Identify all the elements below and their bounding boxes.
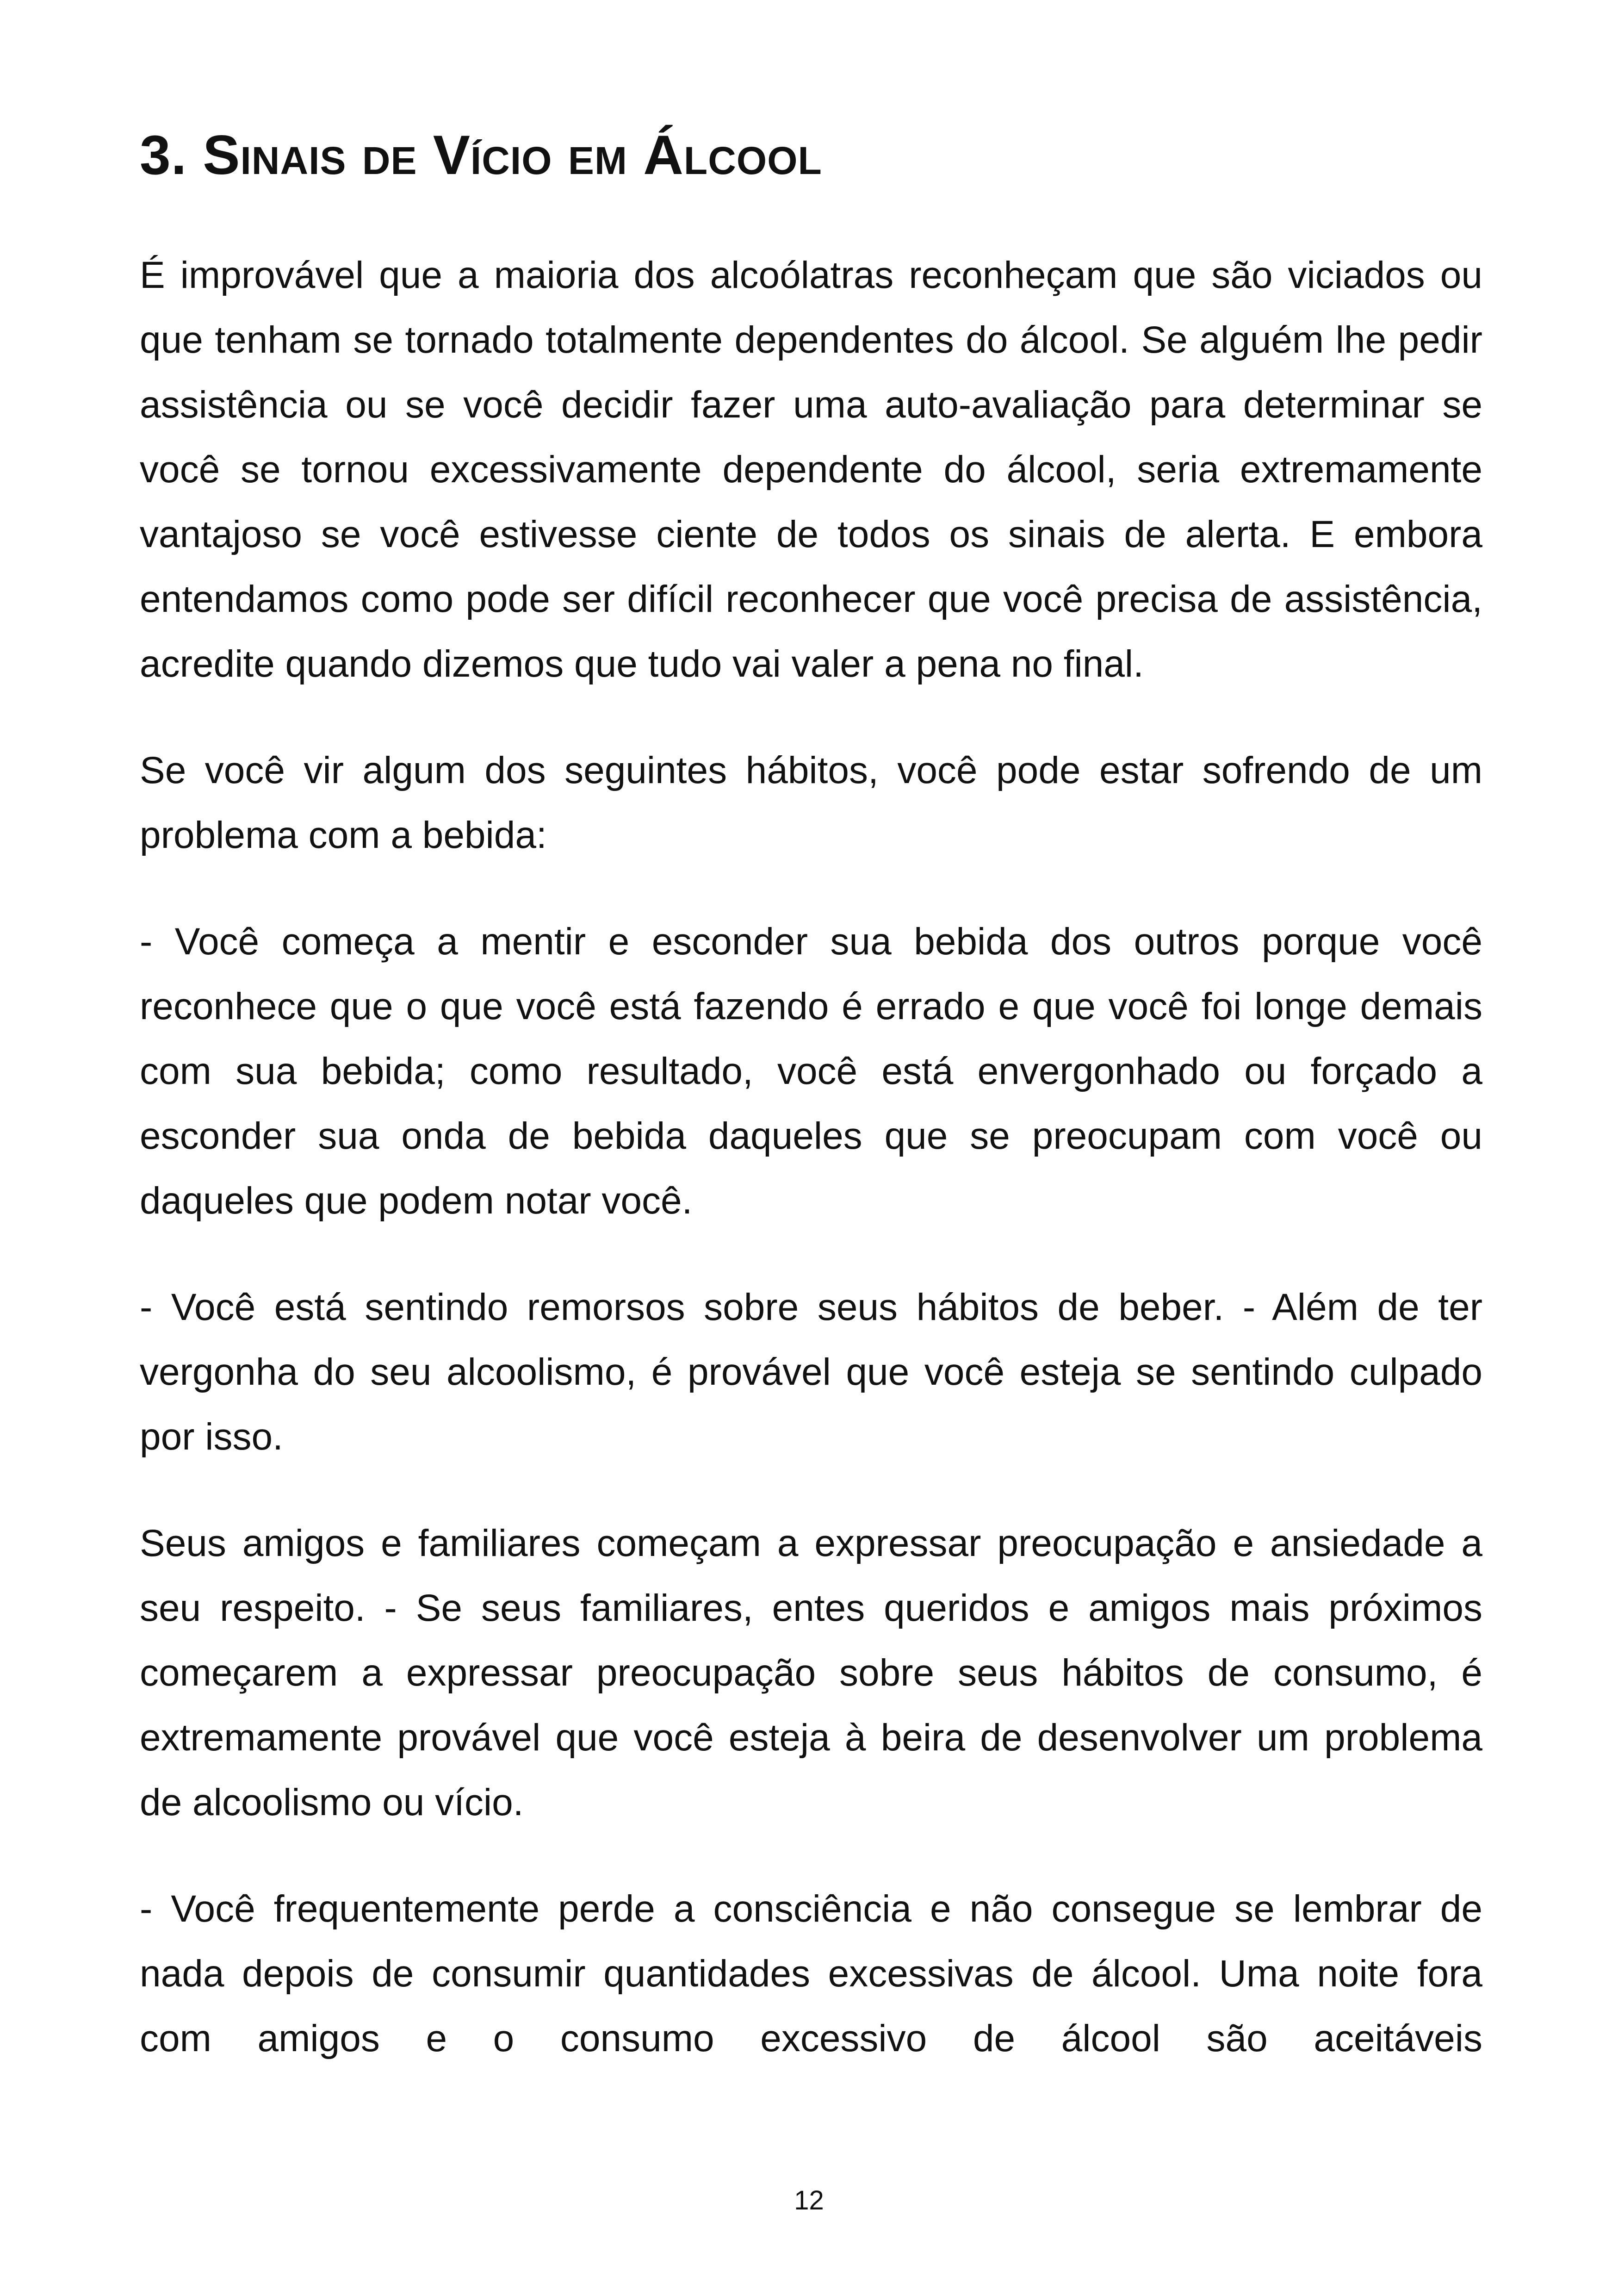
paragraph-intro: É improvável que a maioria dos alcoólatras reconheçam que são viciados ou que tenham se tornado totalmente dependentes do álcool. Se alguém lhe pedir assistência ou se você decidir fazer uma auto-avaliação para determinar se você se tornou excessivamente dependente do álcool, seria extremamente vantajoso se você estivesse ciente de todos os sinais de alerta. E embora entendamos como pode ser difícil reconhecer que você precisa de assistência, acredite quando dizemos que tudo vai valer a pena no final.	[140, 254, 1482, 685]
chapter-number: 3.	[140, 124, 187, 186]
paragraph-remorse: - Você está sentindo remorsos sobre seus hábitos de beber. - Além de ter vergonha do seu alcoolismo, é provável que você esteja se sentindo culpado por isso.	[140, 1286, 1482, 1458]
chapter-heading	[140, 116, 1482, 194]
paragraph-habits-lead: Se você vir algum dos seguintes hábitos, você pode estar sofrendo de um problema com a bebida:	[140, 749, 1482, 856]
paragraph-family-concern: Seus amigos e familiares começam a expressar preocupação e ansiedade a seu respeito. - Se seus familiares, entes queridos e amigos mais próximos começarem a expressar preocupação sobre seus hábitos de consumo, é extremamente provável que você esteja à beira de desenvolver um problema de alcoolismo ou vício.	[140, 1522, 1482, 1823]
body-text	[140, 243, 1482, 2071]
page-number: 12	[794, 2185, 824, 2215]
paragraph-hiding-drinking: - Você começa a mentir e esconder sua bebida dos outros porque você reconhece que o que você está fazendo é errado e que você foi longe demais com sua bebida; como resultado, você está envergonhado ou forçado a esconder sua onda de bebida daqueles que se preocupam com você ou daqueles que podem notar você.	[140, 921, 1482, 1222]
chapter-title: Sinais de Vício em Álcool	[203, 124, 822, 186]
paragraph-blackouts: - Você frequentemente perde a consciência e não consegue se lembrar de nada depois de consumir quantidades excessivas de álcool. Uma noite fora com amigos e o consumo excessivo de álcool são aceitáveis	[140, 1888, 1482, 2060]
